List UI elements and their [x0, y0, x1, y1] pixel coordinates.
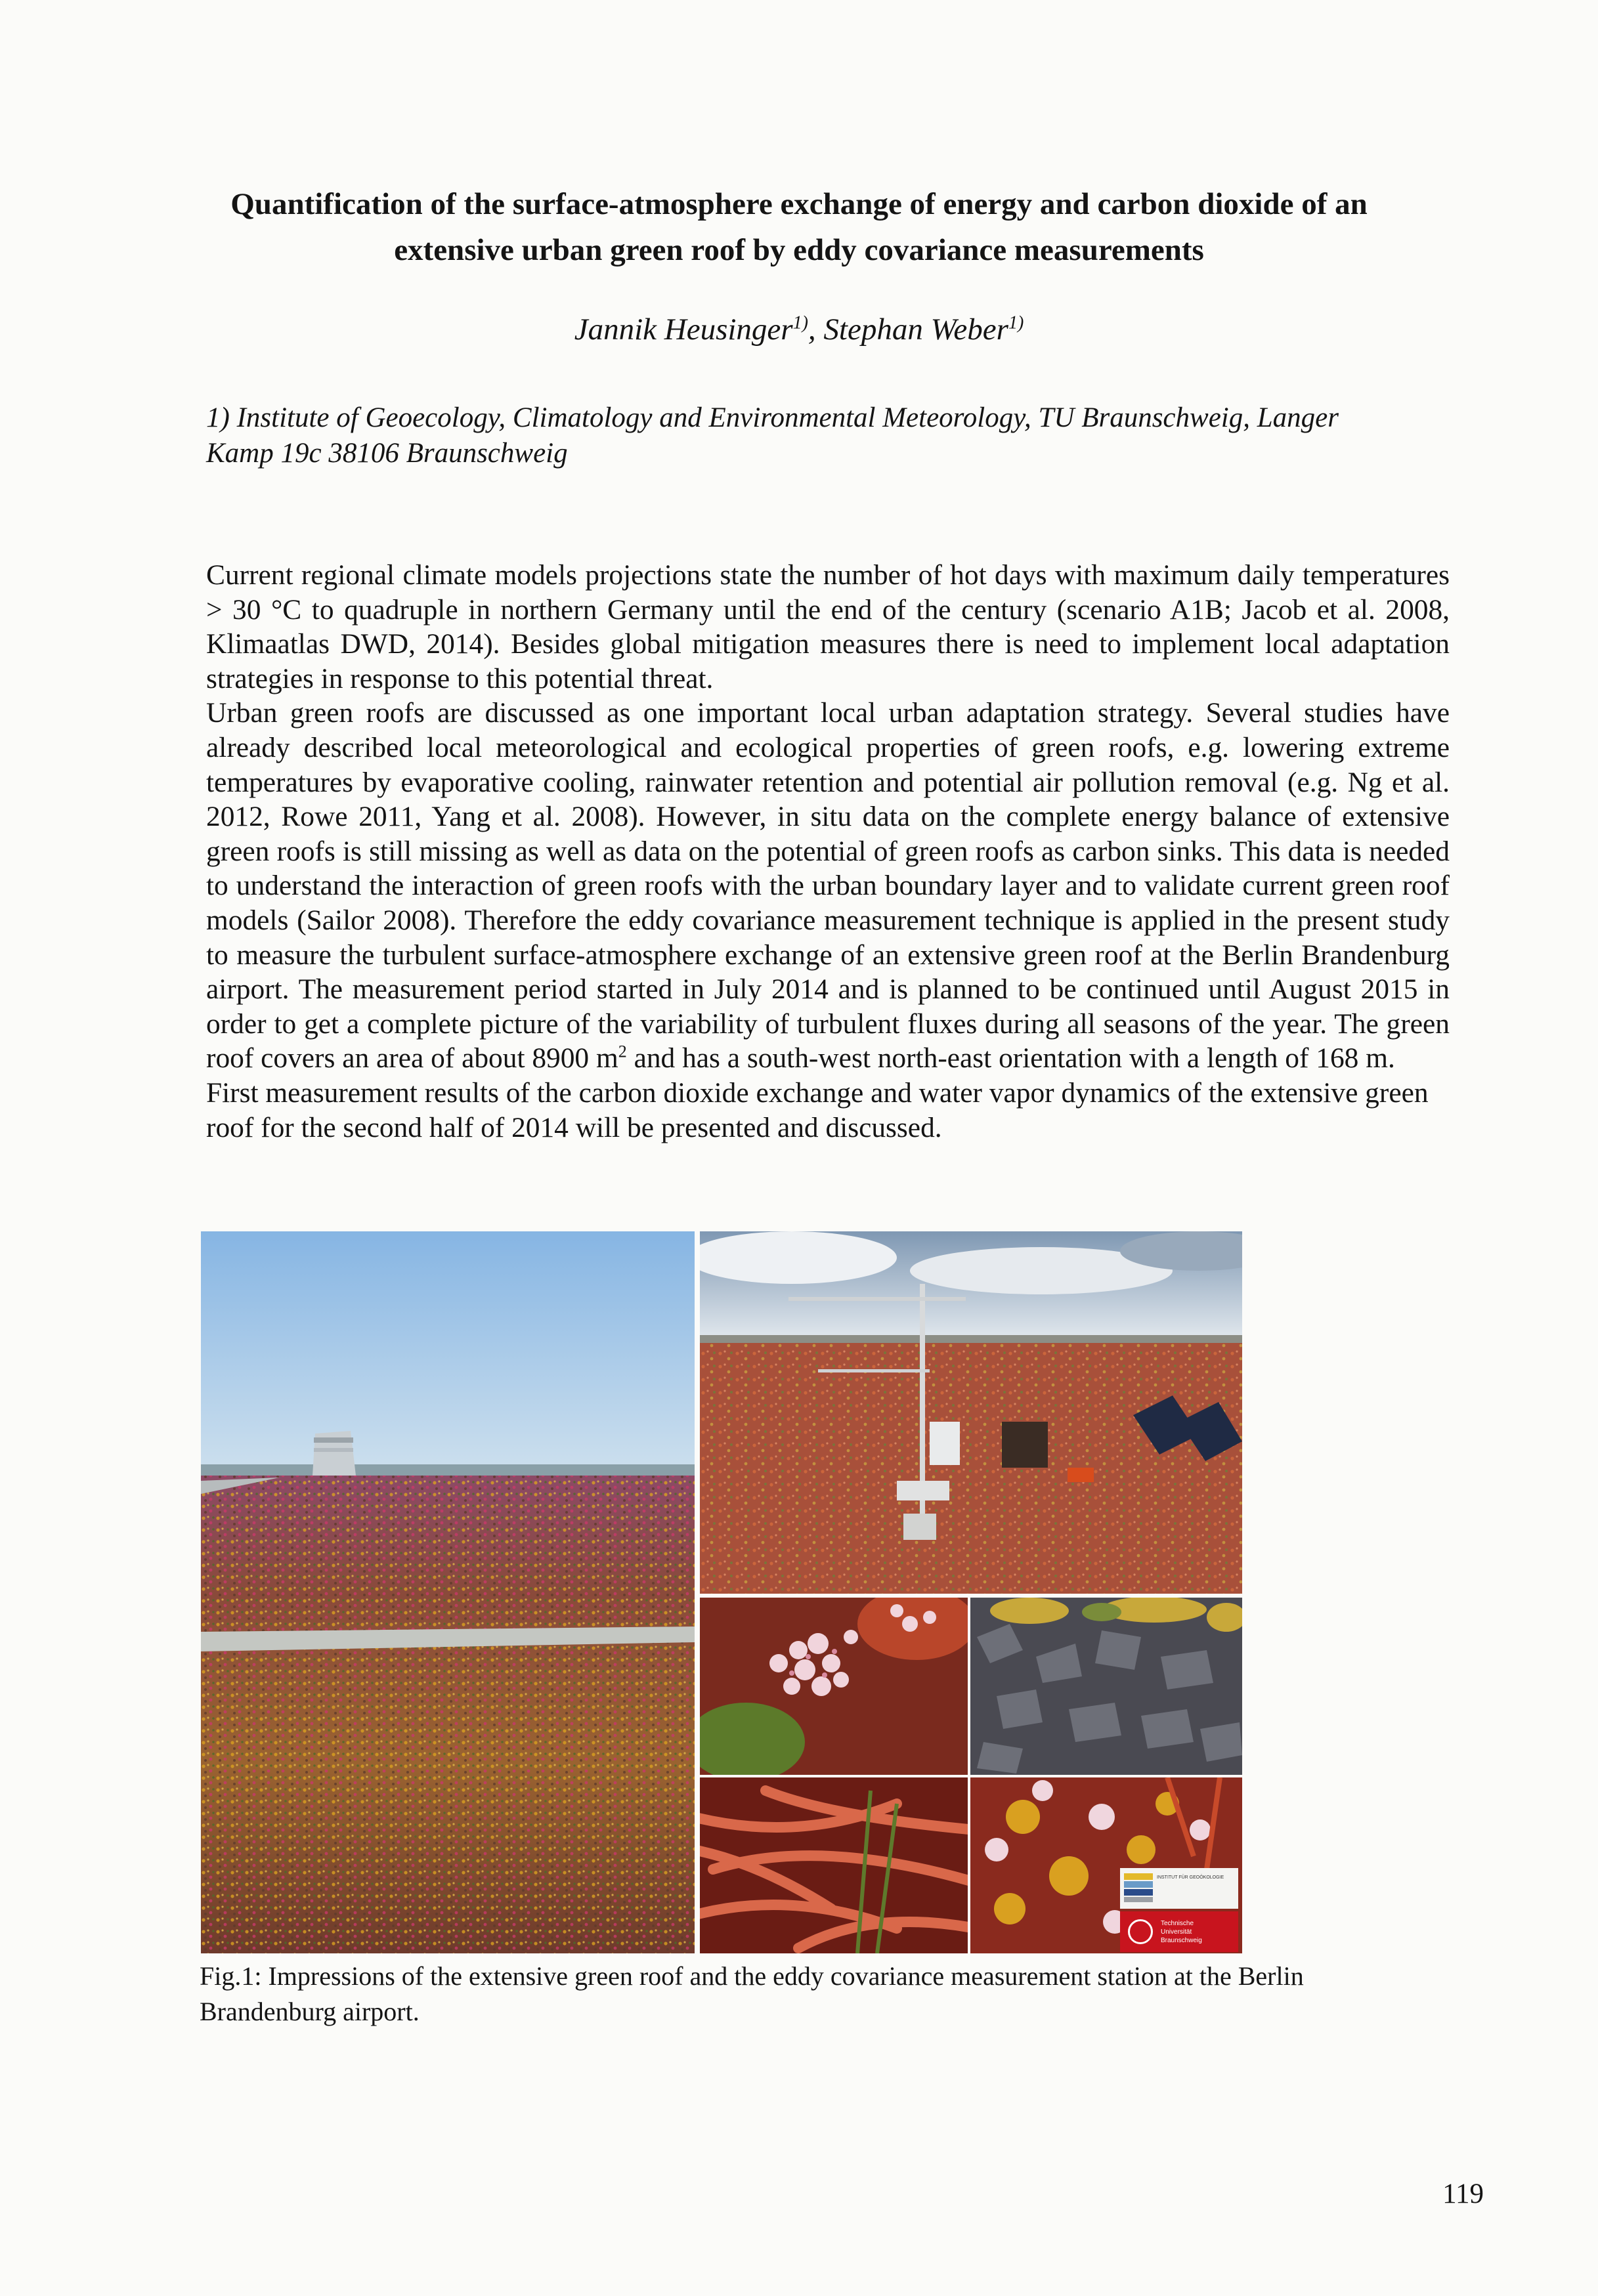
author-separator: ,: [808, 312, 824, 347]
logo-stripes-icon: [1124, 1873, 1153, 1903]
affiliation-line-1: 1) Institute of Geoecology, Climatology and Environmental Meteorology, TU Braunschweig, Langer: [206, 402, 1339, 433]
photo-red-sedum-stems: [700, 1777, 968, 1953]
author-list: [197, 310, 1401, 349]
lion-emblem-icon: [1128, 1919, 1153, 1944]
photo-eddy-covariance-station: [700, 1231, 1242, 1594]
affiliation: [206, 400, 1454, 471]
author-name: Stephan Weber: [823, 312, 1008, 347]
affiliation-line-2: Kamp 19c 38106 Braunschweig: [206, 438, 568, 469]
page-number: 119: [1442, 2179, 1484, 2209]
tu-braunschweig-logo: [1120, 1911, 1238, 1952]
paragraph-1: Current regional climate models projections state the number of hot days with maximum daily temperatures > 30 °C to quadruple in northern Germany until the end of the century (scenario A1B; Jacob et al. 2008, Klimaatlas DWD, 2014). Besides global mitigation measures there is need to implement local adaptation strategies in response to this potential threat.: [206, 559, 1450, 694]
tu-logo-line-1: Technische: [1161, 1920, 1194, 1927]
figure-1: [201, 1231, 1242, 1953]
paragraph-2: [206, 696, 1450, 1076]
affiliation-marker: 1): [1008, 312, 1024, 333]
title-line-1: Quantification of the surface-atmosphere exchange of energy and carbon dioxide of an: [230, 187, 1368, 221]
title-line-2: extensive urban green roof by eddy covariance measurements: [394, 233, 1204, 267]
paragraph-3: First measurement results of the carbon dioxide exchange and water vapor dynamics of the extensive green roof for the second half of 2014 will be presented and discussed.: [206, 1076, 1429, 1143]
superscript: 2: [618, 1042, 627, 1061]
author-name: Jannik Heusinger: [574, 312, 793, 347]
paper-title: [197, 181, 1401, 273]
tu-logo-line-3: Braunschweig: [1161, 1937, 1202, 1944]
abstract-body: [206, 558, 1450, 1145]
institute-logo: [1120, 1868, 1238, 1909]
photo-green-roof-panorama: [201, 1231, 695, 1953]
caption-line-1: Fig.1: Impressions of the extensive green roof and the eddy covariance measurement station at the Berlin: [200, 1961, 1304, 1991]
tu-logo-line-2: Universität: [1161, 1928, 1192, 1936]
paragraph-2-text: Urban green roofs are discussed as one important local urban adaptation strategy. Several studies have already described local meteorological and ecological properties of green roofs, e.g. lowering extreme temperatures by evaporative cooling, rainwater retention and potential air pollution removal (e.g. Ng et al. 2012, Rowe 2011, Yang et al. 2008). However, in situ data on the complete energy balance of extensive green roofs is still missing as well as data on the potential of green roofs as carbon sinks. This data is needed to understand the interaction of green roofs with the urban boundary layer and to validate current green roof models (Sailor 2008). Therefore the eddy covariance measurement technique is applied in the present study to measure the turbulent surface-atmosphere exchange of an extensive green roof at the Berlin Brandenburg airport. The measurement period started in July 2014 and is planned to be continued until August 2015 in order to get a complete picture of the variability of turbulent fluxes during all seasons of the year. The green roof covers an area of about 8900 m: [206, 697, 1450, 1074]
affiliation-marker: 1): [792, 312, 808, 333]
paragraph-2-text-end: and has a south-west north-east orientation with a length of 168 m.: [626, 1042, 1395, 1074]
figure-caption: [200, 1959, 1394, 2030]
caption-line-2: Brandenburg airport.: [200, 1997, 420, 2026]
photo-gravel-substrate: [970, 1598, 1242, 1775]
photo-sedum-flowers: [700, 1598, 968, 1775]
institute-logo-text: INSTITUT FÜR GEOÖKOLOGIE: [1157, 1875, 1224, 1880]
